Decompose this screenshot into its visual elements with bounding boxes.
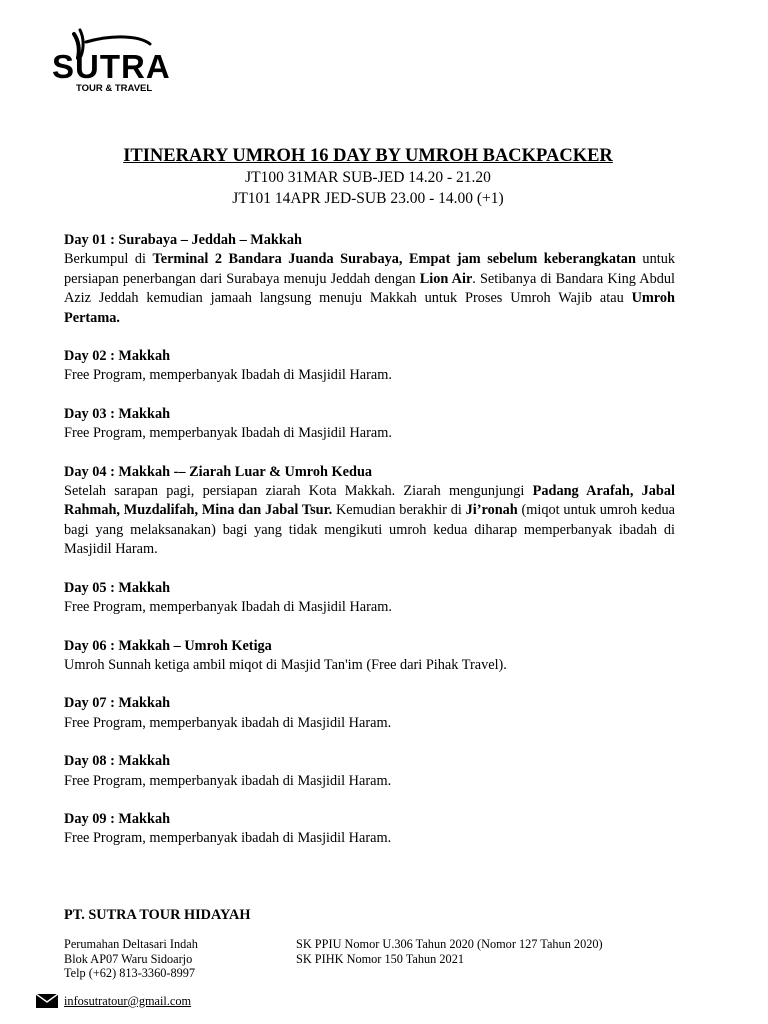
- address-line: Perumahan Deltasari Indah: [64, 937, 198, 951]
- text: Free Program, memperbanyak ibadah di Masjidil Haram.: [64, 772, 392, 789]
- license-info: [296, 937, 603, 966]
- text: Free Program, memperbanyak Ibadah di Masjidil Haram.: [64, 425, 392, 442]
- bold-text: Umroh Pertama.: [64, 290, 675, 326]
- day-description: [64, 250, 675, 328]
- text: Kemudian berakhir di: [332, 502, 466, 519]
- day-description: [64, 598, 675, 617]
- day-section: [64, 347, 675, 386]
- day-title: Day 08 : Makkah: [64, 753, 171, 770]
- text: . Setibanya di Bandara King Abdul Aziz Jeddah kemudian jamaah langsung menuju Makkah untuk Proses Umroh Wajib atau: [64, 270, 675, 307]
- day-section: [64, 810, 675, 849]
- bold-text: Terminal 2 Bandara Juanda Surabaya, Empat jam sebelum keberangkatan: [152, 251, 636, 268]
- day-title: Day 03 : Makkah: [64, 405, 171, 422]
- day-description: [64, 772, 675, 791]
- logo-brand: SUTRA: [52, 48, 171, 85]
- text: Free Program, memperbanyak Ibadah di Masjidil Haram.: [64, 367, 392, 384]
- flight-outbound: JT100 31MAR SUB-JED 14.20 - 21.20: [245, 169, 491, 186]
- bold-text: Lion Air: [419, 270, 473, 287]
- text: Berkumpul di: [64, 251, 153, 268]
- day-title: Day 05 : Makkah: [64, 579, 171, 596]
- email-link[interactable]: infosutratour@gmail.com: [64, 994, 192, 1008]
- day-title: Day 01 : Surabaya – Jeddah – Makkah: [64, 232, 302, 248]
- day-section: [64, 752, 675, 791]
- day-description: [64, 424, 675, 443]
- bold-text: Padang Arafah, Jabal Rahmah, Muzdalifah, Mina dan Jabal Tsur.: [64, 483, 675, 519]
- flight-return: JT101 14APR JED-SUB 23.00 - 14.00 (+1): [232, 190, 504, 207]
- day-section: [64, 579, 675, 618]
- text: (miqot untuk umroh kedua bagi yang melaksanakan) bagi yang tidak mengikuti umroh kedua diharap memperbanyak ibadah di Masjidil Haram.: [64, 502, 675, 558]
- address-line: Blok AP07 Waru Sidoarjo: [64, 951, 193, 966]
- day-title: Day 07 : Makkah: [64, 695, 171, 712]
- text: untuk persiapan penerbangan dari Surabaya menuju Jeddah dengan: [64, 251, 675, 287]
- day-description: [64, 656, 675, 675]
- company-address: [64, 937, 198, 981]
- day-description: [64, 829, 675, 848]
- company-logo: [44, 26, 184, 98]
- text: Free Program, memperbanyak ibadah di Masjidil Haram.: [64, 714, 392, 731]
- day-title: Day 02 : Makkah: [64, 348, 171, 365]
- logo-tagline: TOUR & TRAVEL: [76, 83, 153, 94]
- day-title: Day 04 : Makkah -– Ziarah Luar & Umroh Kedua: [64, 463, 373, 480]
- license-line: SK PIHK Nomor 150 Tahun 2021: [296, 951, 464, 966]
- day-section: [64, 463, 675, 560]
- text: Free Program, memperbanyak ibadah di Masjidil Haram.: [64, 830, 392, 847]
- day-description: [64, 366, 675, 385]
- day-section: [64, 405, 675, 444]
- itinerary-title: ITINERARY UMROH 16 DAY BY UMROH BACKPACKER: [123, 146, 613, 166]
- day-section: [64, 231, 675, 328]
- day-section: [64, 694, 675, 733]
- company-name: PT. SUTRA TOUR HIDAYAH: [64, 907, 251, 923]
- itinerary-days: [64, 231, 675, 868]
- day-section: [64, 637, 675, 676]
- day-description: [64, 482, 675, 560]
- text: Umroh Sunnah ketiga ambil miqot di Masjid Tan'im (Free dari Pihak Travel).: [64, 656, 507, 673]
- day-description: [64, 714, 675, 733]
- envelope-icon: [36, 994, 58, 1008]
- license-line: SK PPIU Nomor U.306 Tahun 2020 (Nomor 127 Tahun 2020): [296, 937, 603, 951]
- day-title: Day 06 : Makkah – Umroh Ketiga: [64, 637, 272, 654]
- day-title: Day 09 : Makkah: [64, 810, 171, 827]
- text: Free Program, memperbanyak Ibadah di Masjidil Haram.: [64, 599, 392, 616]
- text: Setelah sarapan pagi, persiapan ziarah Kota Makkah. Ziarah mengunjungi: [64, 483, 533, 500]
- phone-line: Telp (+62) 813-3360-8997: [64, 966, 196, 980]
- bold-text: Ji’ronah: [465, 502, 518, 519]
